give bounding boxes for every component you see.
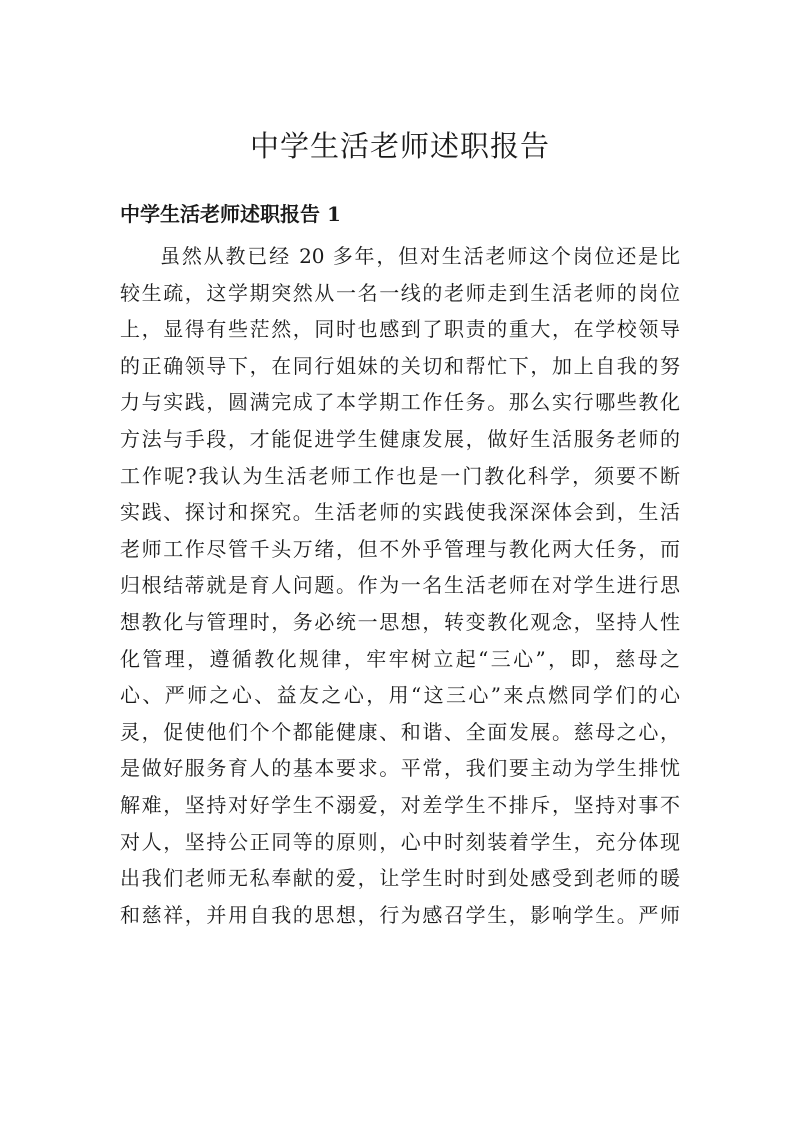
section-heading: 中学生活老师述职报告 1	[120, 202, 341, 226]
document-title: 中学生活老师述职报告	[249, 129, 550, 163]
body-line: 想教化与管理时，务必统一思想，转变教化观念，坚持人性	[120, 609, 680, 634]
body-line: 实践、探讨和探究。生活老师的实践使我深深体会到，生活	[120, 500, 680, 525]
body-line: 和慈祥，并用自我的思想，行为感召学生，影响学生。严师	[120, 902, 680, 927]
body-line: 力与实践，圆满完成了本学期工作任务。那么实行哪些教化	[120, 390, 680, 415]
body-line: 较生疏，这学期突然从一名一线的老师走到生活老师的岗位	[120, 280, 680, 305]
body-line: 灵，促使他们个个都能健康、和谐、全面发展。慈母之心，	[120, 719, 680, 744]
body-line: 工作呢?我认为生活老师工作也是一门教化科学，须要不断	[120, 463, 680, 488]
body-line: 方法与手段，才能促进学生健康发展，做好生活服务老师的	[120, 426, 680, 451]
body-line: 上，显得有些茫然，同时也感到了职责的重大，在学校领导	[120, 317, 680, 342]
body-line: 对人，坚持公正同等的原则，心中时刻装着学生，充分体现	[120, 829, 680, 854]
body-paragraph	[120, 238, 680, 933]
body-line: 化管理，遵循教化规律，牢牢树立起“三心”，即，慈母之	[120, 646, 680, 671]
body-line: 解难，坚持对好学生不溺爱，对差学生不排斥，坚持对事不	[120, 792, 680, 817]
body-line: 归根结蒂就是育人问题。作为一名生活老师在对学生进行思	[120, 573, 680, 598]
body-line: 出我们老师无私奉献的爱，让学生时时到处感受到老师的暖	[120, 866, 680, 891]
body-line: 虽然从教已经 20 多年，但对生活老师这个岗位还是比	[160, 244, 680, 268]
body-line: 心、严师之心、益友之心，用“这三心”来点燃同学们的心	[120, 683, 680, 708]
body-line: 的正确领导下，在同行姐妹的关切和帮忙下，加上自我的努	[120, 353, 680, 378]
body-line: 老师工作尽管千头万绪，但不外乎管理与教化两大任务，而	[120, 536, 680, 561]
body-line: 是做好服务育人的基本要求。平常，我们要主动为学生排忧	[120, 756, 680, 781]
